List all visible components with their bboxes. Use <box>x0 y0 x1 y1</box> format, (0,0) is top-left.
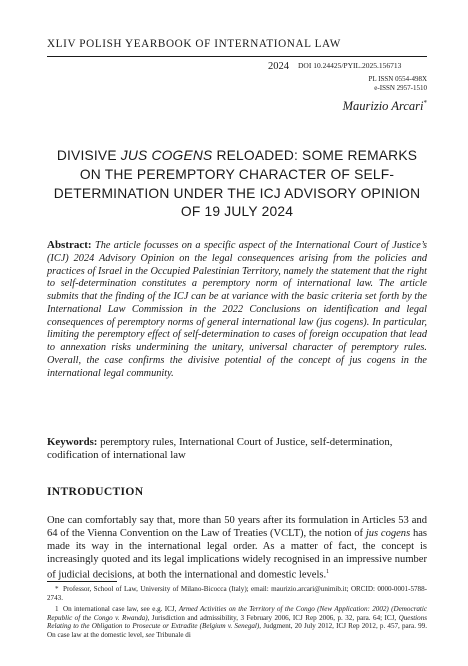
doi-link[interactable]: DOI 10.24425/PYIL.2025.156713 <box>298 61 402 70</box>
fn2-case-2: Questions Relating to the Obligation to Prosecute or Extradite (Belgium v. Senegal) <box>47 613 427 631</box>
keywords-text: peremptory rules, International Court of Justice, self-determination, codification of international law <box>47 436 393 461</box>
title-part-1: DIVISIVE <box>56 148 121 163</box>
footnote-rule <box>47 581 117 582</box>
body-text-1: One can comfortably say that, more than 50 years after its formulation in Articles 53 and 64 of the Vienna Convention on the Law of Treaties (VCLT), the notion of <box>47 515 427 540</box>
issn-online: e-ISSN 2957-1510 <box>374 84 427 92</box>
body-paragraph <box>47 514 427 582</box>
fn2-case-1: Armed Activities on the Territory of the Congo (New Application: 2002) (Democratic Republic of the Congo v. Rwanda) <box>47 605 427 622</box>
keywords <box>47 436 427 462</box>
fn2-part-a: On international case law, see e.g. ICJ, <box>63 605 179 613</box>
abstract <box>47 239 427 380</box>
article-title <box>47 147 427 222</box>
footnote-mark-1: 1 <box>55 605 59 613</box>
author-name-text: Maurizio Arcari <box>342 99 424 114</box>
fn2-see: see <box>145 630 155 639</box>
footnote-ref-1[interactable]: 1 <box>326 569 330 576</box>
body-text-em: jus cogens <box>365 528 411 540</box>
journal-year: 2024 <box>268 61 289 72</box>
footnote-author <box>47 585 427 602</box>
section-heading-introduction: INTRODUCTION <box>47 485 144 498</box>
abstract-text: The article focusses on a specific aspect of the International Court of Justice’s (ICJ) 2024 Advisory Opinion on the legal consequences arising from the policies and practices of Israel in the Occupied Palestinian Territory, namely the statement that the right to self-determination constitutes a peremptory norm of international law. The article submits that the finding of the ICJ can be at variance with the basic criteria set forth by the International Law Commission in the 2022 Conclusions on identification and legal consequences of peremptory norms of general international law (jus cogens). In particular, limiting the peremptory effect of self-determination to cases of foreign occupation that lead to annexation risks undermining the unitary, universal character of peremptory rules. Overall, the case confirms the divisive potential of the concept of jus cogens in the international legal community. <box>47 240 427 379</box>
body-text-2: has made its way in the international legal order. As a matter of fact, the concept is increasingly quoted and its legal implications widely recognised in an impressive number of judicial decisions, at both the international and domestic levels. <box>47 528 427 581</box>
footnote-1 <box>47 605 427 639</box>
title-part-3: RELOADED: SOME REMARKS ON THE PEREMPTORY CHARACTER OF SELF-DETERMINATION UNDER THE ICJ ADVISORY OPINION OF 19 JULY 2024 <box>53 148 421 220</box>
issn-print: PL ISSN 0554-498X <box>368 75 427 83</box>
journal-title: XLIV POLISH YEARBOOK OF INTERNATIONAL LAW <box>47 38 341 50</box>
header-rule <box>47 56 427 57</box>
fn2-part-d: Tribunale di <box>154 630 191 639</box>
keywords-label: Keywords: <box>47 436 98 448</box>
author-name <box>343 99 427 114</box>
author-footnote-mark[interactable]: * <box>423 99 427 107</box>
fn2-part-b: , Jurisdiction and admissibility, 3 February 2006, ICJ Rep 2006, p. 32, para. 64; ICJ, <box>147 613 399 622</box>
fn2-part-c: , Judgment, 20 July 2012, ICJ Rep 2012, p. 457, para. 99. On case law at the domestic level, <box>47 622 428 639</box>
footnote-mark-star: * <box>55 585 59 593</box>
title-part-2: JUS COGENS <box>120 148 213 163</box>
abstract-label: Abstract: <box>47 239 92 251</box>
footnote-author-text: Professor, School of Law, University of Milano-Bicocca (Italy); email: maurizio.arcari@unimib.it; ORCID: 0000-0001-5788-2743. <box>47 585 427 602</box>
